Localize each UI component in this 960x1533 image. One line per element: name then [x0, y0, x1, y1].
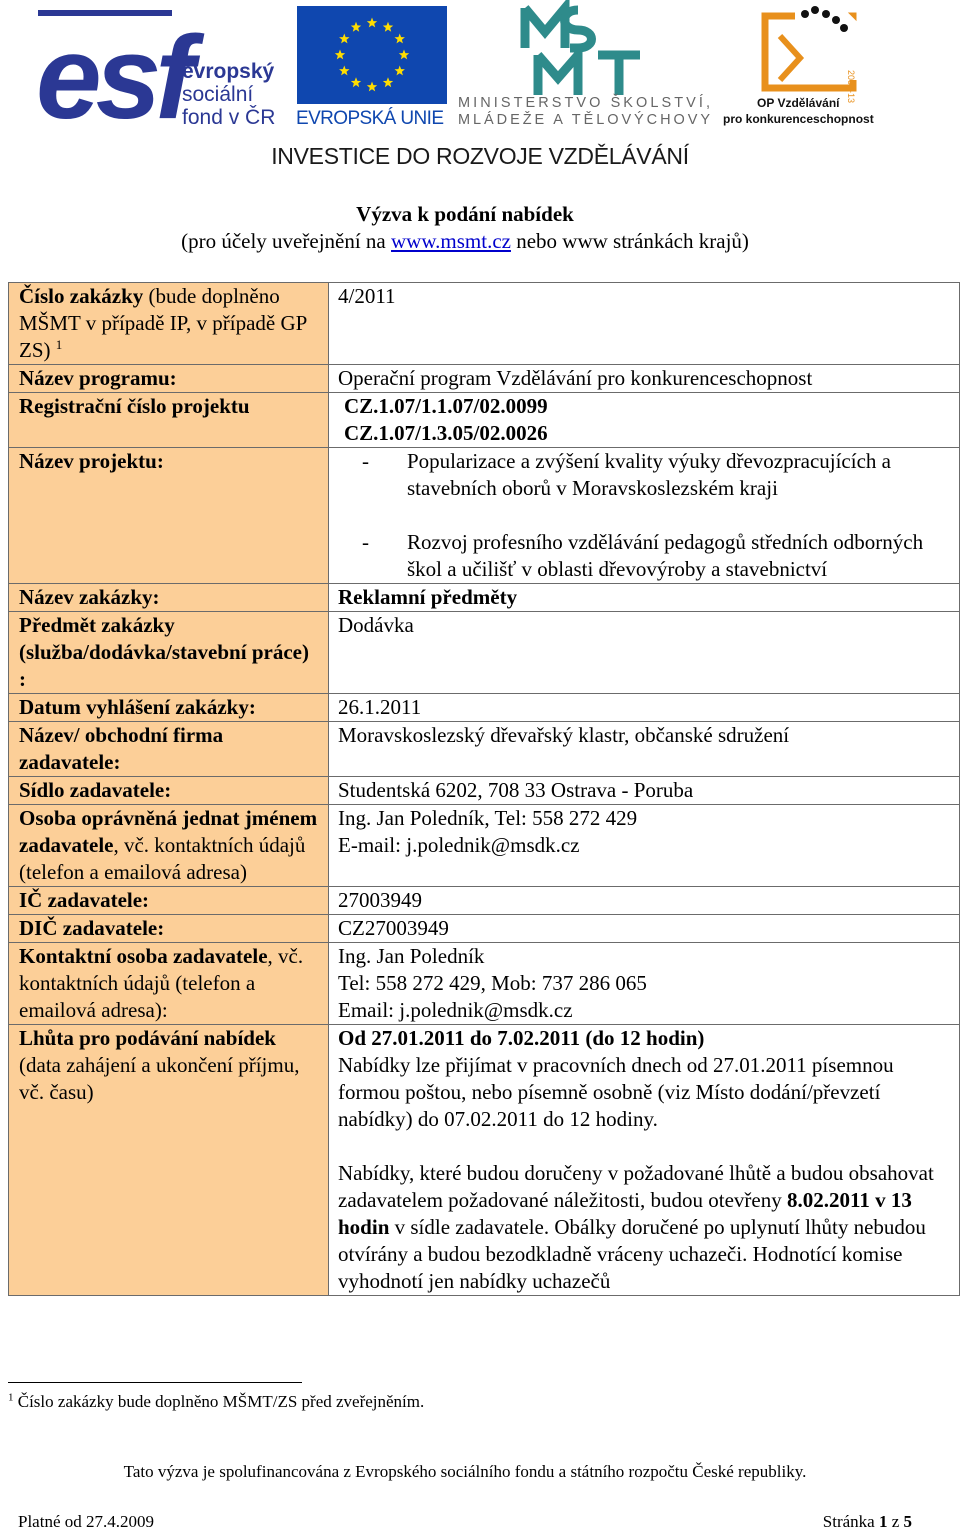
project-item-2: - Rozvoj profesního vzdělávání pedagogů středních odborných škol a učilišť v oblasti dřevovýroby a stavebnictví: [362, 530, 924, 581]
row-datum-vyhlaseni: [9, 694, 960, 722]
reg-number-1: CZ.1.07/1.1.07/02.0099: [344, 394, 548, 418]
page-number: Stránka 1 z 5: [822, 1512, 912, 1531]
row-lhuta: [9, 1025, 960, 1296]
project-item-1: - Popularizace a zvýšení kvality výuky dřevozpracujících a stavebních oborů v Moravskoslezském kraji: [362, 449, 891, 500]
kontakt-line-3: Email: j.polednik@msdk.cz: [338, 998, 573, 1022]
row-registracni-cislo: [9, 393, 960, 448]
row-cislo-zakazky: [9, 283, 960, 365]
value-datum-vyhlaseni: 26.1.2011: [329, 694, 960, 722]
value-nazev-zakazky: Reklamní předměty: [329, 584, 960, 612]
label-kontaktni-osoba: Kontaktní osoba zadavatele, vč. kontaktních údajů (telefon a emailová adresa):: [9, 943, 329, 1025]
msmt-line-2: MLÁDEŽE A TĚLOVÝCHOVY: [458, 112, 710, 128]
logos-svg: [0, 0, 960, 140]
valid-from: Platné od 27.4.2009: [18, 1512, 154, 1531]
reg-number-2: CZ.1.07/1.3.05/02.0026: [344, 421, 548, 445]
row-nazev-programu: [9, 365, 960, 393]
msmt-link[interactable]: www.msmt.cz: [391, 229, 511, 253]
value-nazev-projektu: [329, 448, 960, 584]
osoba-line-1: Ing. Jan Poledník, Tel: 558 272 429: [338, 806, 638, 830]
tender-info-table: [8, 282, 960, 1296]
row-opravnena-osoba: [9, 805, 960, 887]
op-text-2: pro konkurenceschopnost: [723, 112, 874, 126]
value-opravnena-osoba: [329, 805, 960, 887]
value-nazev-firmy: Moravskoslezský dřevařský klastr, občanské sdružení: [329, 722, 960, 777]
kontakt-line-1: Ing. Jan Poledník: [338, 944, 485, 968]
subtitle-post: nebo www stránkách krajů): [510, 229, 749, 253]
esf-text-3: fond v ČR: [182, 106, 276, 129]
label-cislo-zakazky: Číslo zakázky (bude doplněno MŠMT v případě IP, v případě GP ZS) $^1$: [9, 283, 329, 365]
esf-text-1: evropský: [182, 60, 275, 83]
label-ic: IČ zadavatele:: [9, 887, 329, 915]
label-nazev-programu: Název programu:: [9, 365, 329, 393]
row-nazev-zakazky: [9, 584, 960, 612]
value-dic: CZ27003949: [329, 915, 960, 943]
row-nazev-firmy: [9, 722, 960, 777]
lhuta-headline: Od 27.01.2011 do 7.02.2011 (do 12 hodin): [338, 1026, 705, 1050]
label-registracni-cislo: Registrační číslo projektu: [9, 393, 329, 448]
label-dic: DIČ zadavatele:: [9, 915, 329, 943]
cofinancing-note: Tato výzva je spolufinancována z Evropského sociálního fondu a státního rozpočtu České republiky.: [123, 1462, 807, 1481]
row-sidlo: [9, 777, 960, 805]
value-predmet-zakazky: Dodávka: [329, 612, 960, 694]
footnote-ref: 1: [55, 337, 63, 352]
label-lhuta: Lhůta pro podávání nabídek (data zahájení a ukončení příjmu, vč. času): [9, 1025, 329, 1296]
esf-text-2: sociální: [182, 83, 254, 106]
label-sidlo: Sídlo zadavatele:: [9, 777, 329, 805]
msmt-line-1: MINISTERSTVO ŠKOLSTVÍ,: [458, 95, 710, 111]
row-ic: [9, 887, 960, 915]
value-ic: 27003949: [329, 887, 960, 915]
msmt-logo: [458, 8, 710, 128]
value-sidlo: Studentská 6202, 708 33 Ostrava - Poruba: [329, 777, 960, 805]
osoba-email: E-mail: j.polednik@msdk.cz: [338, 833, 580, 857]
label-predmet-zakazky: Předmět zakázky (služba/dodávka/stavební práce) :: [9, 612, 329, 694]
eu-flag-logo: [296, 6, 447, 129]
label-nazev-projektu: Název projektu:: [9, 448, 329, 584]
label-nazev-firmy: Název/ obchodní firma zadavatele:: [9, 722, 329, 777]
lhuta-paragraph-1: Nabídky lze přijímat v pracovních dnech od 27.01.2011 písemnou formou poštou, nebo písemně osobně (viz Místo dodání/převzetí nabídky) do 07.02.2011 do 12 hodiny.: [338, 1053, 894, 1131]
label-datum-vyhlaseni: Datum vyhlášení zakázky:: [9, 694, 329, 722]
lhuta-paragraph-2: Nabídky, které budou doručeny v požadované lhůtě a budou obsahovat zadavatelem požadované náležitosti, budou otevřeny 8.02.2011 v 13 hodin v sídle zadavatele. Obálky doručené po uplynutí lhůty nebudou otvírány a budou bezodkladně vráceny uchazeči. Hodnotící komise vyhodnotí jen nabídky uchazečů: [338, 1161, 934, 1293]
footnote: $^1$ Číslo zakázky bude doplněno MŠMT/ZS před zveřejněním.: [8, 1391, 425, 1411]
row-nazev-projektu: [9, 448, 960, 584]
kontakt-line-2: Tel: 558 272 429, Mob: 737 286 065: [338, 971, 647, 995]
document-title: Výzva k podání nabídek: [356, 202, 574, 226]
value-kontaktni-osoba: [329, 943, 960, 1025]
eu-text: EVROPSKÁ UNIE: [296, 108, 444, 129]
op-years: 2007-13: [846, 70, 856, 104]
document-subtitle: [0, 228, 930, 255]
row-kontaktni-osoba: [9, 943, 960, 1025]
document-title-block: [0, 201, 930, 255]
row-predmet-zakazky: [9, 612, 960, 694]
op-text-1: OP Vzdělávání: [757, 96, 840, 110]
esf-logo: [36, 10, 275, 140]
footnote-divider: [8, 1382, 302, 1383]
subtitle-pre: (pro účely uveřejnění na: [181, 229, 392, 253]
value-cislo-zakazky: 4/2011: [329, 283, 960, 365]
op-logo: [723, 6, 874, 126]
value-registracni-cislo: [329, 393, 960, 448]
row-dic: [9, 915, 960, 943]
esf-letters: esf: [36, 12, 189, 140]
label-opravnena-osoba: Osoba oprávněná jednat jménem zadavatele, vč. kontaktních údajů (telefon a emailová adresa): [9, 805, 329, 887]
value-lhuta: [329, 1025, 960, 1296]
label-nazev-zakazky: Název zakázky:: [9, 584, 329, 612]
logo-bar: [0, 0, 960, 140]
investice-banner: INVESTICE DO ROZVOJE VZDĚLÁVÁNÍ: [271, 143, 689, 169]
value-nazev-programu: Operační program Vzdělávání pro konkurenceschopnost: [329, 365, 960, 393]
